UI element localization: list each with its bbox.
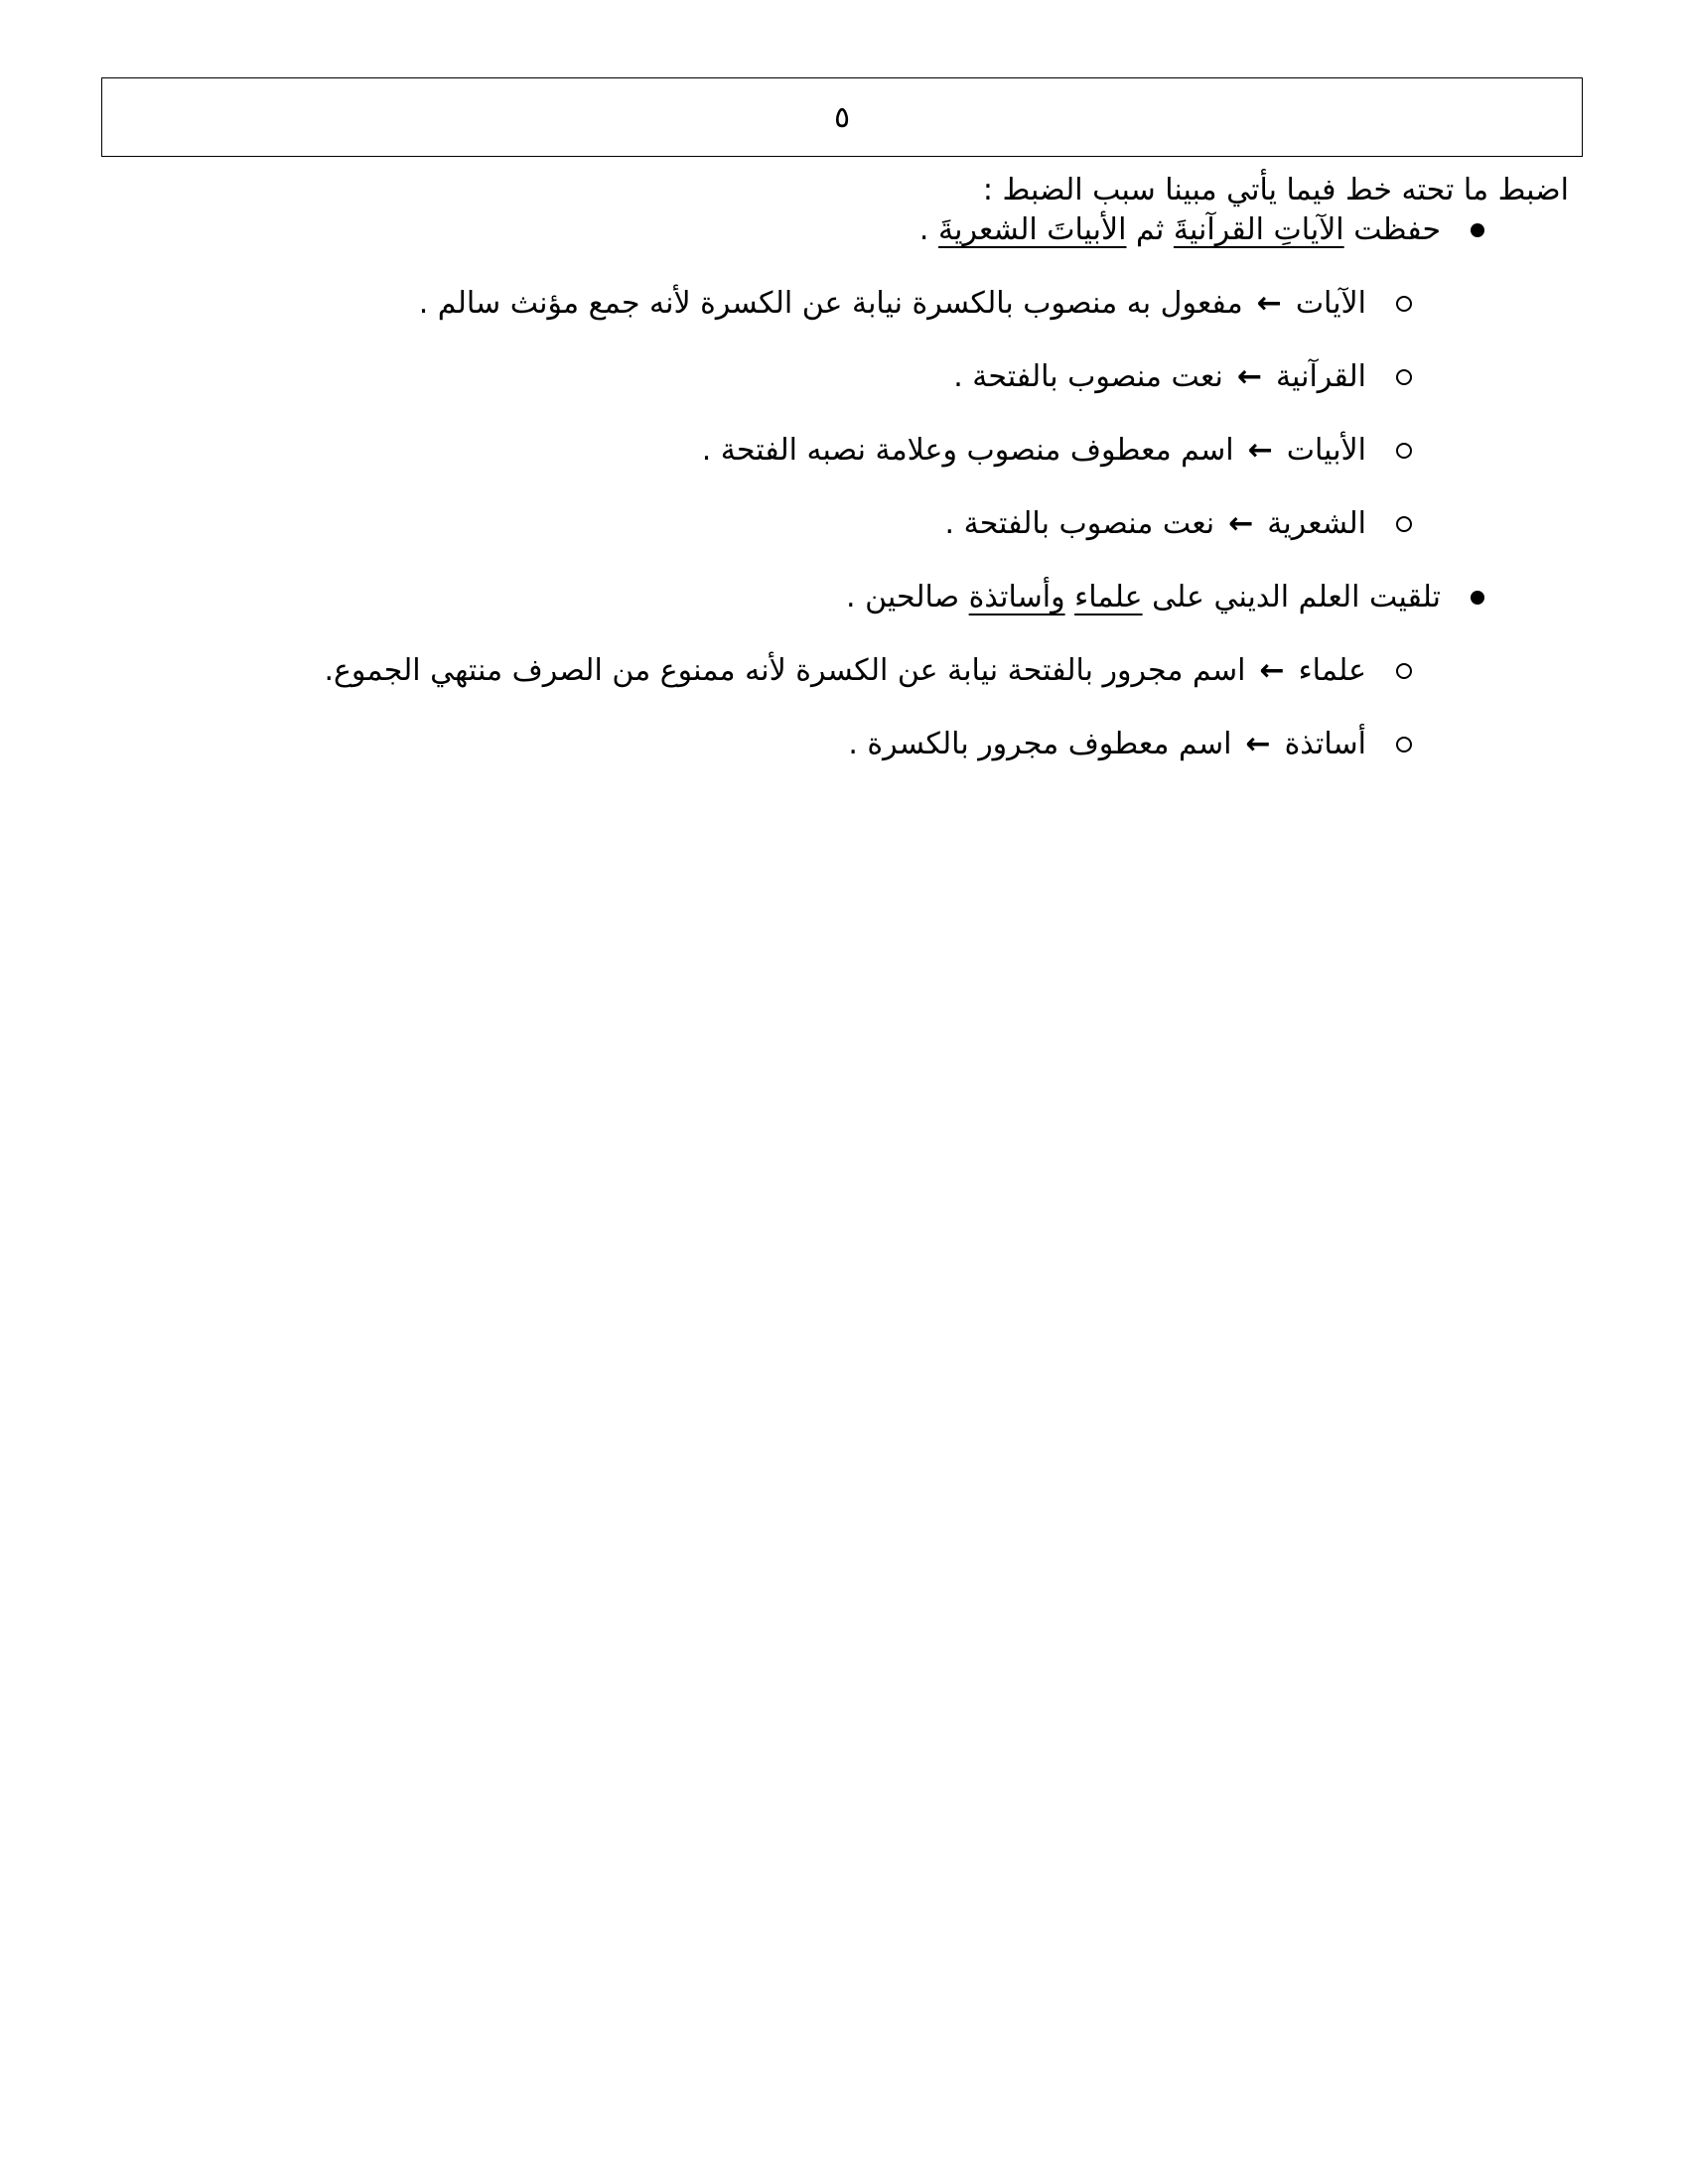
circle-bullet-icon [1396, 296, 1412, 312]
sentence-1-period: . [918, 212, 929, 247]
circle-bullet-icon [1396, 663, 1412, 679]
answer-word: علماء [1298, 653, 1366, 688]
sentence-1-word-3: ثم [1136, 212, 1165, 247]
left-arrow-icon: ← [1247, 433, 1273, 468]
bullet-icon [1471, 591, 1484, 605]
sentence-1-underlined-2: الأبياتَ الشعريةَ [938, 212, 1127, 247]
answer-1-2 [953, 359, 1412, 394]
answer-reason: نعت منصوب بالفتحة . [953, 359, 1223, 394]
answer-reason: اسم معطوف مجرور بالكسرة . [848, 727, 1232, 761]
circle-bullet-icon [1396, 369, 1412, 385]
answer-word: القرآنية [1275, 359, 1366, 394]
sentence-2 [846, 580, 1484, 614]
circle-bullet-icon [1396, 737, 1412, 752]
sentence-2-word-4: صالحين . [846, 580, 960, 614]
left-arrow-icon: ← [1245, 727, 1271, 761]
answer-1-1 [419, 286, 1412, 321]
left-arrow-icon: ← [1236, 359, 1262, 394]
answer-1-3 [702, 433, 1412, 468]
answer-2-1 [324, 653, 1412, 688]
page-number-box [101, 77, 1583, 157]
bullet-icon [1471, 223, 1484, 237]
circle-bullet-icon [1396, 516, 1412, 532]
left-arrow-icon: ← [1259, 653, 1285, 688]
answer-word: الأبيات [1286, 433, 1366, 468]
left-arrow-icon: ← [1228, 506, 1254, 541]
answer-reason: مفعول به منصوب بالكسرة نيابة عن الكسرة لأنه جمع مؤنث سالم . [418, 286, 1243, 321]
sentence-1-word-1: حفظت [1353, 212, 1441, 247]
circle-bullet-icon [1396, 443, 1412, 459]
sentence-2-word-1: تلقيت العلم الديني على [1152, 580, 1441, 614]
sentence-1-underlined-1: الآياتِ القرآنيةَ [1173, 212, 1344, 247]
answer-reason: اسم معطوف منصوب وعلامة نصبه الفتحة . [701, 433, 1234, 468]
answer-word: أساتذة [1284, 727, 1366, 761]
sentence-2-underlined-2: وأساتذة [968, 580, 1065, 614]
sentence-2-underlined-1: علماء [1074, 580, 1143, 614]
answer-2-2 [848, 727, 1412, 761]
answer-1-4 [945, 506, 1412, 541]
instruction-text: اضبط ما تحته خط فيما يأتي مبينا سبب الضبط : [982, 173, 1569, 207]
answer-word: الآيات [1295, 286, 1366, 321]
sentence-1 [919, 212, 1484, 247]
page-number: ٥ [833, 99, 851, 135]
answer-reason: نعت منصوب بالفتحة . [944, 506, 1215, 541]
answer-word: الشعرية [1267, 506, 1366, 541]
left-arrow-icon: ← [1256, 286, 1282, 321]
answer-reason: اسم مجرور بالفتحة نيابة عن الكسرة لأنه ممنوع من الصرف منتهي الجموع. [324, 653, 1246, 688]
